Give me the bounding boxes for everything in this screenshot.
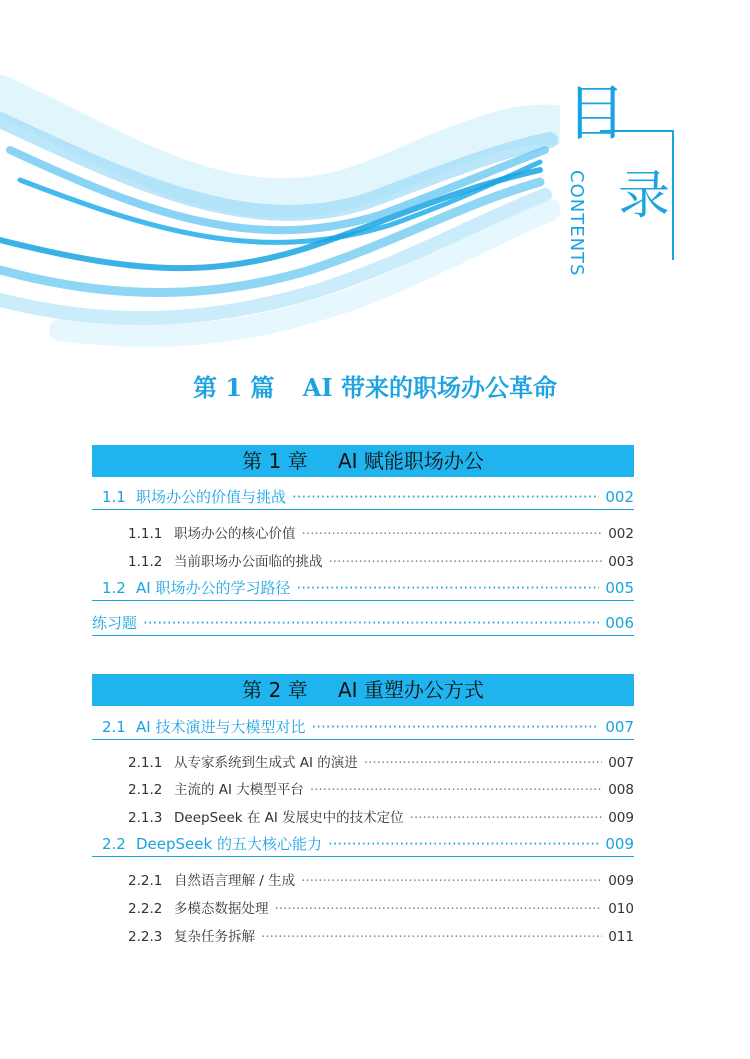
part-name: AI 带来的职场办公革命 (302, 373, 557, 402)
chapter-label: 第 1 章 (242, 449, 308, 473)
sub-title: 当前职场办公面临的挑战 (174, 554, 323, 570)
toc-section-2-2[interactable] (92, 833, 634, 857)
title-char-mu: 目 (566, 79, 626, 149)
sub-number: 1.1.1 (128, 526, 163, 542)
section-number: 2.2 (102, 835, 126, 853)
page-number: 009 (605, 835, 634, 853)
page-number: 005 (605, 579, 634, 597)
section-title: DeepSeek 的五大核心能力 (136, 835, 322, 853)
section-title: 职场办公的价值与挑战 (136, 488, 287, 506)
chapter-label: 第 2 章 (242, 678, 308, 702)
sub-number: 2.2.2 (128, 901, 163, 917)
sub-title: 职场办公的核心价值 (174, 526, 296, 542)
sub-title: 自然语言理解 / 生成 (174, 873, 296, 889)
leader-dots (302, 526, 603, 542)
sub-number: 1.1.2 (128, 554, 163, 570)
section-title: AI 技术演进与大模型对比 (136, 718, 306, 736)
page-number: 007 (605, 718, 634, 736)
toc-exercise-1[interactable] (92, 612, 634, 636)
sub-title: DeepSeek 在 AI 发展史中的技术定位 (174, 810, 404, 826)
leader-dots (364, 755, 602, 771)
toc-sub-1-1-1[interactable] (128, 522, 634, 542)
toc-section-1-2[interactable] (92, 577, 634, 601)
title-char-lu: 录 (618, 166, 671, 226)
wave-decoration (0, 0, 560, 360)
toc-sub-2-1-3[interactable] (128, 806, 634, 826)
part-title (0, 368, 750, 403)
sub-number: 2.1.3 (128, 810, 163, 826)
page-number: 006 (605, 614, 634, 632)
leader-dots (329, 554, 603, 570)
sub-number: 2.1.1 (128, 755, 163, 771)
section-number: 1.2 (102, 579, 126, 597)
exercise-title: 练习题 (92, 614, 138, 632)
toc-sub-2-1-2[interactable] (128, 778, 634, 798)
leader-dots (410, 810, 603, 826)
leader-dots (328, 835, 599, 853)
section-number: 1.1 (102, 488, 126, 506)
sub-number: 2.2.1 (128, 873, 163, 889)
chapter-title: AI 赋能职场办公 (337, 449, 484, 473)
toc-sub-2-2-2[interactable] (128, 897, 634, 917)
toc-sub-2-1-1[interactable] (128, 751, 634, 771)
page-number: 008 (608, 782, 634, 798)
toc-sub-1-1-2[interactable] (128, 550, 634, 570)
chapter-1-bar (92, 445, 634, 477)
sub-number: 2.1.2 (128, 782, 163, 798)
chapter-2-bar (92, 674, 634, 706)
page-number: 009 (608, 810, 634, 826)
sub-title: 多模态数据处理 (174, 901, 269, 917)
toc-section-1-1[interactable] (92, 486, 634, 510)
page-number: 003 (608, 554, 634, 570)
sub-title: 从专家系统到生成式 AI 的演进 (174, 755, 358, 771)
page-number: 007 (608, 755, 634, 771)
page-number: 002 (605, 488, 634, 506)
page-number: 010 (608, 901, 634, 917)
leader-dots (301, 873, 602, 889)
toc-sub-2-2-3[interactable] (128, 925, 634, 945)
section-number: 2.1 (102, 718, 126, 736)
page-number: 011 (608, 929, 634, 945)
toc-section-2-1[interactable] (92, 716, 634, 740)
leader-dots (275, 901, 603, 917)
part-label: 第 1 篇 (193, 373, 275, 402)
page-number: 009 (608, 873, 634, 889)
leader-dots (261, 929, 602, 945)
sub-title: 主流的 AI 大模型平台 (174, 782, 304, 798)
page-number: 002 (608, 526, 634, 542)
leader-dots (143, 614, 599, 632)
contents-label: CONTENTS (566, 170, 587, 277)
sub-number: 2.2.3 (128, 929, 163, 945)
leader-dots (311, 718, 599, 736)
chapter-title: AI 重塑办公方式 (337, 678, 484, 702)
toc-sub-2-2-1[interactable] (128, 869, 634, 889)
leader-dots (296, 579, 599, 597)
section-title: AI 职场办公的学习路径 (136, 579, 291, 597)
leader-dots (310, 782, 602, 798)
leader-dots (292, 488, 599, 506)
sub-title: 复杂任务拆解 (174, 929, 255, 945)
